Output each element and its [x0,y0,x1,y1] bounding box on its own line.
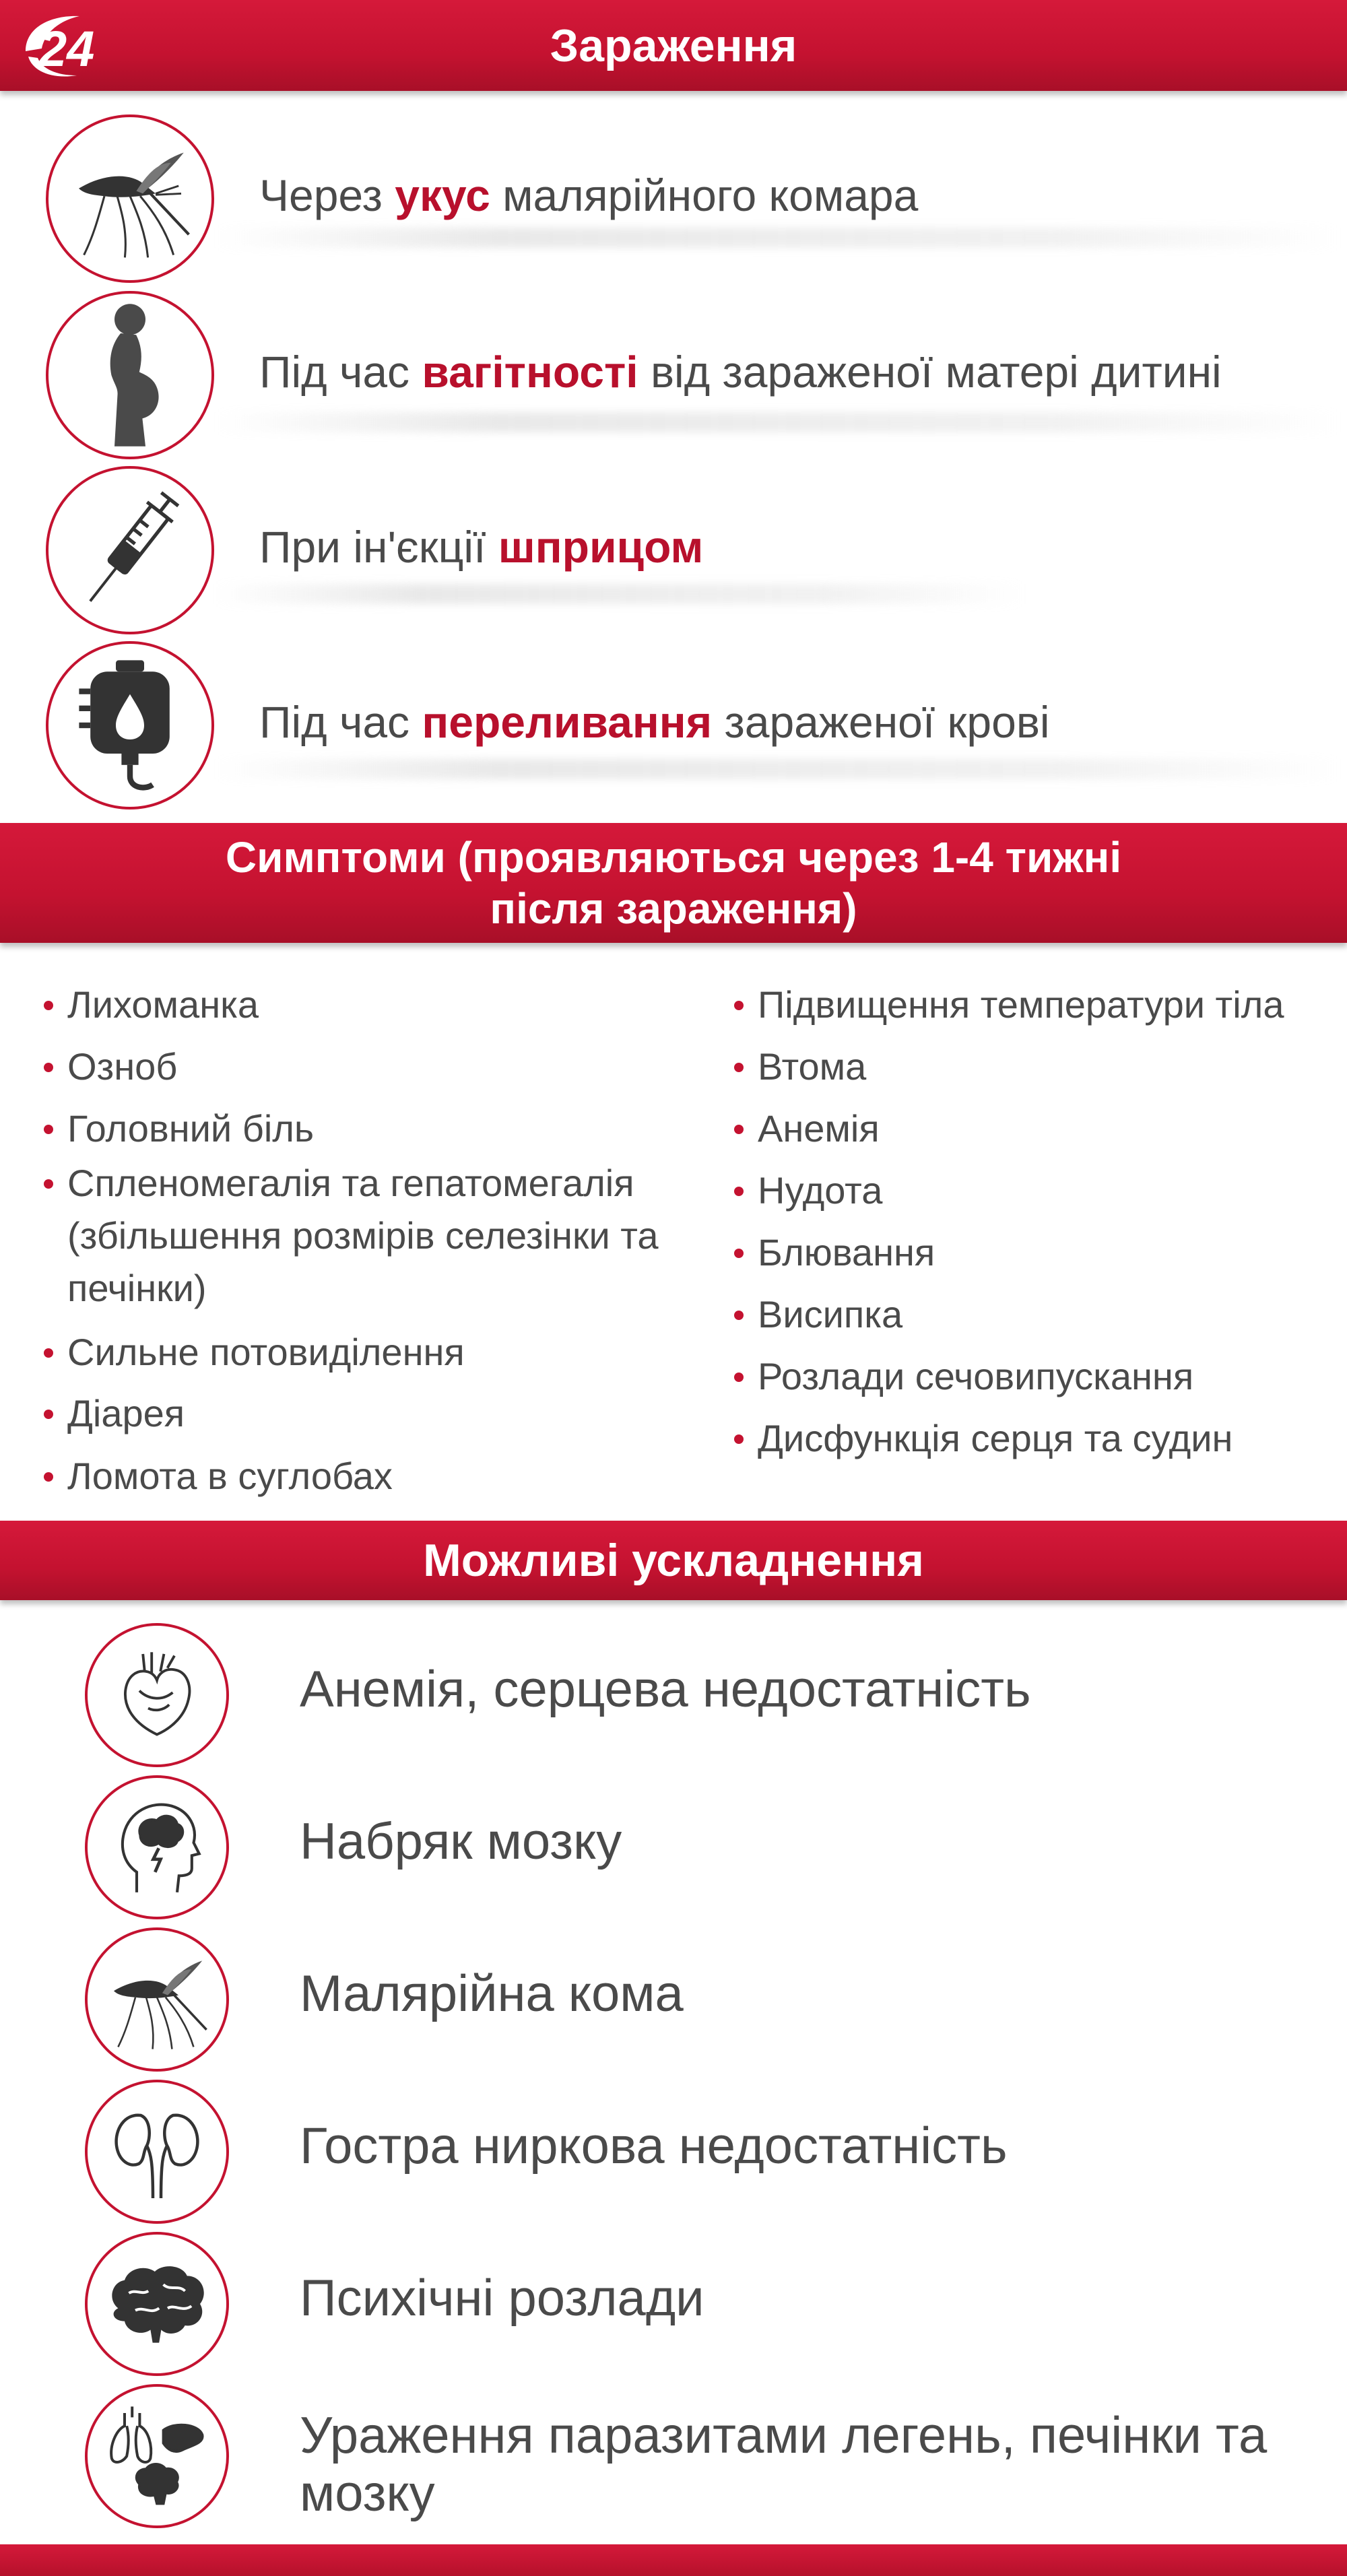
bullet-icon [734,1434,744,1444]
bullet-icon [44,1001,53,1010]
symptom-item: Ломота в суглобах [67,1450,393,1502]
bullet-icon [734,1063,744,1072]
complications-title: Можливі ускладнення [423,1535,924,1586]
kidneys-icon [85,2080,229,2224]
infection-text: Через укус малярійного комара [259,170,919,220]
symptom-item: Блювання [758,1226,935,1279]
organs-icon [85,2384,229,2528]
symptom-item: Нудота [758,1164,882,1217]
complication-text: Ураження паразитами легень, печінки та мозку [300,2407,1268,2522]
complication-item [0,2384,1347,2528]
row-shadow [216,228,1340,248]
infection-header [0,0,1347,91]
complication-text: Анемія, серцева недостатність [300,1661,1031,1718]
infection-title: Зараження [550,20,797,71]
symptom-item: Спленомегалія та гепатомегалія (збільшення розмірів селезінки та печінки) [67,1157,674,1315]
infection-item [0,466,1347,634]
complication-item [0,1927,1347,2072]
symptom-item: Розлади сечовипускання [758,1350,1193,1403]
symptoms-header [0,823,1347,943]
bullet-icon [44,1063,53,1072]
complications-header [0,1521,1347,1600]
complication-item [0,2232,1347,2376]
complication-text: Гостра ниркова недостатність [300,2117,1008,2175]
symptom-item: Висипка [758,1288,902,1341]
bullet-icon [44,1410,53,1419]
heart-icon [85,1623,229,1767]
bullet-icon [44,1472,53,1482]
bullet-icon [734,1373,744,1382]
infection-item [0,291,1347,459]
symptom-item: Анемія [758,1102,880,1155]
bullet-icon [734,1125,744,1134]
infection-text: Під час переливання зараженої крові [259,697,1050,747]
infection-text: Під час вагітності від зараженої матері дитині [259,347,1222,397]
bullet-icon [44,1125,53,1134]
bullet-icon [734,1001,744,1010]
mosquito-icon [46,114,214,283]
complication-text: Психічні розлади [300,2270,704,2327]
bullet-icon [734,1249,744,1258]
infection-text: При ін'єкції шприцом [259,522,704,572]
bullet-icon [734,1311,744,1320]
symptom-item: Озноб [67,1041,177,1093]
symptoms-title: Симптоми (проявляються через 1-4 тижні після зараження) [225,833,1122,933]
bullet-icon [44,1348,53,1358]
infection-item [0,114,1347,283]
head-brain-icon [85,1775,229,1919]
complication-item [0,2080,1347,2224]
brain-icon [85,2232,229,2376]
symptom-item: Втома [758,1041,866,1093]
symptom-item: Сильне потовиділення [67,1326,465,1379]
complication-item [0,1623,1347,1767]
infection-item [0,641,1347,810]
symptom-item: Головний біль [67,1102,314,1155]
complication-text: Малярійна кома [300,1965,684,2022]
channel-24-logo [12,9,133,84]
svg-text:24: 24 [39,21,95,77]
complication-item [0,1775,1347,1919]
symptom-item: Підвищення температури тіла [758,979,1284,1031]
row-shadow [216,584,1024,604]
mosquito-icon [85,1927,229,2072]
row-shadow [216,412,1340,432]
symptom-item: Діарея [67,1387,185,1440]
blood-bag-icon [46,641,214,810]
row-shadow [216,759,1340,779]
syringe-icon [46,466,214,634]
bullet-icon [734,1187,744,1196]
pregnant-woman-icon [46,291,214,459]
symptom-item: Лихоманка [67,979,259,1031]
bullet-icon [44,1179,53,1189]
complication-text: Набряк мозку [300,1813,622,1870]
footer-bar [0,2544,1347,2576]
symptom-item: Дисфункція серця та судин [758,1412,1233,1465]
